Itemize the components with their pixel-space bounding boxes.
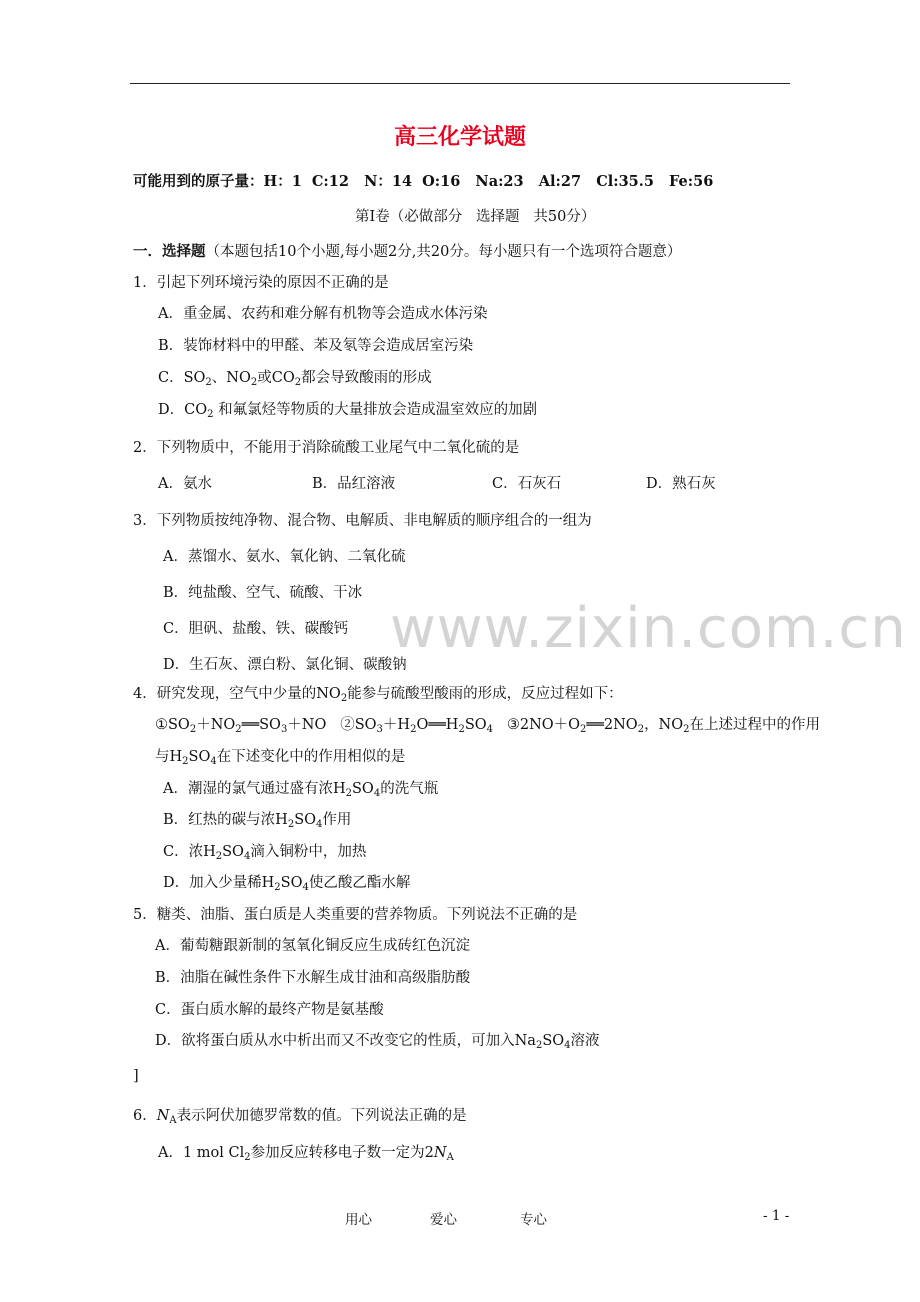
footer-word-3: 专心 (520, 1212, 547, 1228)
question-4-stem-continued: 与$H_2SO_4$在下述变化中的作用相似的是 (155, 749, 406, 767)
volume-heading: 第Ⅰ卷（必做部分 选择题 共50分） (355, 209, 596, 225)
question-1-option-b: B．装饰材料中的甲醛、苯及氡等会造成居室污染 (158, 338, 474, 354)
question-5-option-c: C．蛋白质水解的最终产物是氨基酸 (155, 1002, 384, 1018)
question-1-option-d: D．$CO_2$ 和氟氯烃等物质的大量排放会造成温室效应的加剧 (158, 402, 538, 420)
question-2-option-b: B．品红溶液 (312, 476, 396, 492)
question-2-stem: 2．下列物质中，不能用于消除硫酸工业尾气中二氧化硫的是 (133, 440, 520, 456)
question-3-option-c: C．胆矾、盐酸、铁、碳酸钙 (163, 621, 349, 637)
watermark: www.zixin.com.cn (390, 596, 907, 661)
question-5-stem: 5．糖类、油脂、蛋白质是人类重要的营养物质。下列说法不正确的是 (133, 907, 578, 923)
section-label: 一．选择题 (133, 243, 206, 260)
footer-word-2: 爱心 (430, 1212, 457, 1228)
question-4-option-b: B．红热的碳与浓$H_2SO_4$作用 (163, 812, 352, 830)
section-heading (133, 240, 681, 261)
question-4-option-a: A．潮湿的氯气通过盛有浓$H_2SO_4$的洗气瓶 (163, 781, 439, 799)
question-5-option-d: D．欲将蛋白质从水中析出而又不改变它的性质，可加入$Na_2SO_4$溶液 (155, 1033, 600, 1051)
question-1-option-c: C．$SO_2$、$NO_2$或$CO_2$都会导致酸雨的形成 (158, 370, 432, 388)
question-2-option-d: D．熟石灰 (646, 476, 716, 492)
question-5-option-b: B．油脂在碱性条件下水解生成甘油和高级脂肪酸 (155, 970, 471, 986)
stray-bracket: ] (133, 1068, 139, 1084)
question-1-option-a: A．重金属、农药和难分解有机物等会造成水体污染 (158, 306, 488, 322)
question-3-stem: 3．下列物质按纯净物、混合物、电解质、非电解质的顺序组合的一组为 (133, 513, 592, 529)
question-4-option-c: C．浓$H_2SO_4$滴入铜粉中，加热 (163, 844, 367, 862)
question-4-stem: 4．研究发现，空气中少量的$NO_2$能参与硫酸型酸雨的形成，反应过程如下： (133, 686, 623, 704)
question-5-option-a: A．葡萄糖跟新制的氢氧化铜反应生成砖红色沉淀 (155, 938, 470, 954)
question-4-equations: $①SO_2+NO_2══SO_3+NO$ $②SO_3+H_2O══H_2SO_4$ $③2NO+O_2══2NO_2$，$NO_2$在上述过程中的作用 (155, 717, 821, 735)
header-rule (130, 83, 790, 84)
question-2-option-c: C．石灰石 (492, 476, 562, 492)
atomic-masses-values: H：1 C:12 N：14 O:16 Na:23 Al:27 Cl:35.5 Fe:56 (263, 173, 714, 190)
question-2-option-a: A．氨水 (158, 476, 212, 492)
page-title: 高三化学试题 (393, 125, 526, 150)
atomic-masses-line (133, 170, 713, 191)
atomic-masses-label: 可能用到的原子量： (133, 173, 264, 190)
question-4-option-d: D．加入少量稀$H_2SO_4$使乙酸乙酯水解 (163, 875, 411, 893)
footer-word-1: 用心 (345, 1212, 372, 1228)
question-1-stem: 1．引起下列环境污染的原因不正确的是 (133, 275, 389, 291)
section-description: （本题包括10个小题,每小题2分,共20分。每小题只有一个选项符合题意） (205, 244, 682, 260)
question-3-option-a: A．蒸馏水、氨水、氧化钠、二氧化硫 (163, 549, 406, 565)
question-3-option-b: B．纯盐酸、空气、硫酸、干冰 (163, 585, 363, 601)
question-3-option-d: D．生石灰、漂白粉、氯化铜、碳酸钠 (163, 657, 407, 673)
question-6-option-a: A．1 mol $Cl_2$参加反应转移电子数一定为$2N_A$ (158, 1145, 454, 1163)
question-6-stem: 6．$N_A$表示阿伏加德罗常数的值。下列说法正确的是 (133, 1108, 467, 1126)
page-number: - 1 - (763, 1208, 790, 1224)
